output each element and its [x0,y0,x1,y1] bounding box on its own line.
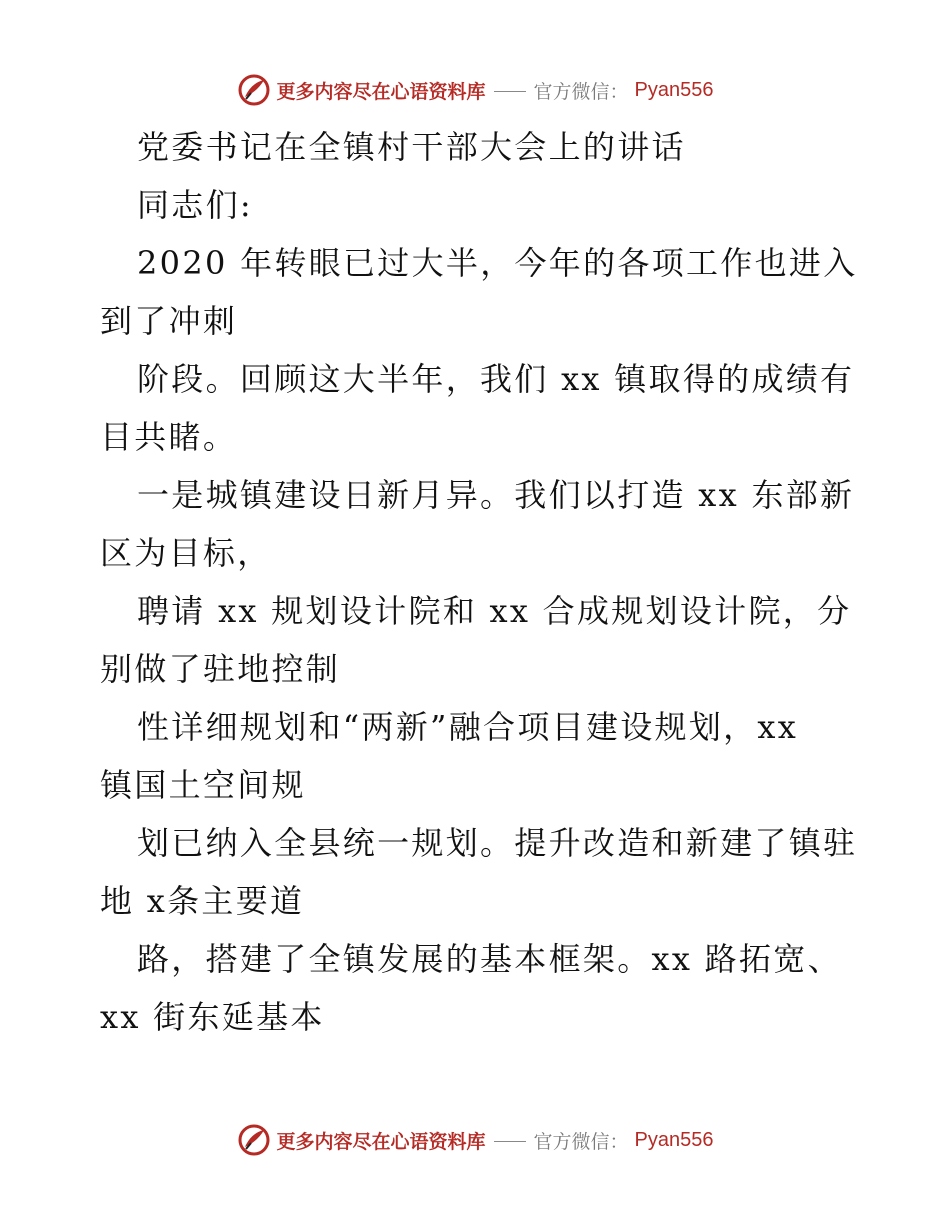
paragraph-line: xx 街东延基本 [100,998,325,1036]
quill-logo-icon [237,73,271,107]
paragraph-line: 别做了驻地控制 [100,650,341,688]
paragraph-line: 聘请 xx 规划设计院和 xx 合成规划设计院，分 [137,592,852,630]
paragraph-line: 区为目标， [100,534,272,572]
footer-watermark [0,1120,950,1160]
watermark-divider [494,91,526,92]
paragraph-line: 一是城镇建设日新月异。我们以打造 xx 东部新 [137,476,855,514]
paragraph-line: 2020 年转眼已过大半，今年的各项工作也进入 [137,244,858,282]
paragraph-line: 性详细规划和“两新”融合项目建设规划，xx [137,708,799,746]
paragraph-line: 目共睹。 [100,418,238,456]
watermark-divider [494,1141,526,1142]
paragraph-line: 阶段。回顾这大半年，我们 xx 镇取得的成绩有 [137,360,855,398]
paragraph-line: 同志们: [137,186,253,224]
document-body [100,118,860,1046]
watermark-brand: 更多内容尽在心语资料库 [276,80,486,103]
watermark-wechat-label: 官方微信： [533,1130,629,1153]
document-title: 党委书记在全镇村干部大会上的讲话 [137,128,686,166]
paragraph-line: 路，搭建了全镇发展的基本框架。xx 路拓宽、 [137,940,842,978]
watermark-wechat-id: Pyan556 [634,1128,714,1151]
paragraph-line: 镇国土空间规 [100,766,306,804]
watermark-wechat-label: 官方微信： [533,80,629,103]
paragraph-line: 地 x条主要道 [100,882,305,920]
paragraph-line: 划已纳入全县统一规划。提升改造和新建了镇驻 [137,824,858,862]
watermark-wechat-id: Pyan556 [634,78,714,101]
quill-logo-icon [237,1123,271,1157]
paragraph-line: 到了冲刺 [100,302,238,340]
header-watermark [0,70,950,110]
watermark-brand: 更多内容尽在心语资料库 [276,1130,486,1153]
